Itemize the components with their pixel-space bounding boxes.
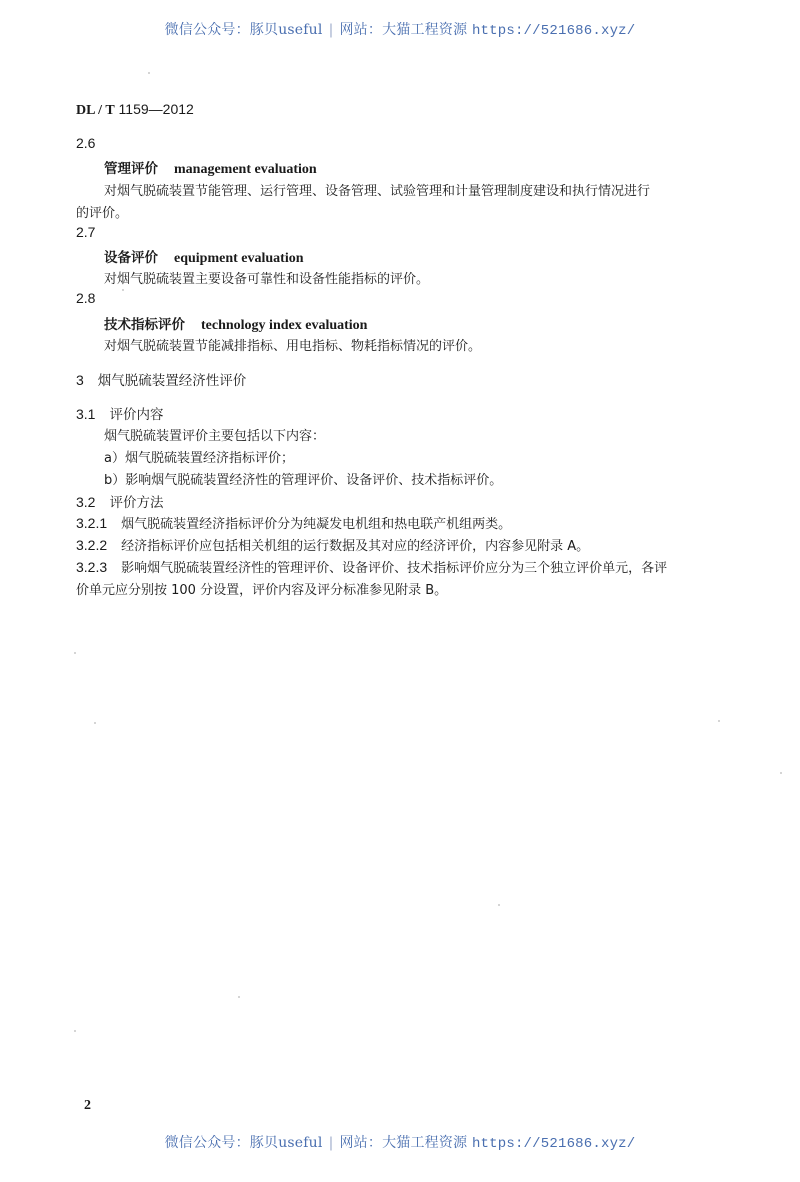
scan-speck (498, 904, 500, 906)
clause-2-7-term (104, 246, 304, 267)
section-3-1-heading (76, 403, 163, 423)
clause-2-7-definition: 对烟气脱硫装置主要设备可靠性和设备性能指标的评价。 (104, 272, 430, 287)
clause-3-2-3 (76, 557, 667, 576)
clause-2-8-term (104, 313, 367, 334)
section-3-2-number: 3.2 (76, 494, 96, 510)
section-3-1-number: 3.1 (76, 406, 96, 422)
clause-number: 3.2.2 (76, 537, 108, 553)
watermark-separator: | (328, 1135, 334, 1151)
clause-number: 3.2.3 (76, 559, 108, 575)
clause-2-6-number: 2.6 (76, 135, 96, 151)
clause-3-2-2 (76, 535, 589, 554)
term-cn: 设备评价 (104, 250, 158, 266)
section-3-2-heading (76, 491, 163, 511)
section-3-number: 3 (76, 372, 84, 388)
section-3-heading (76, 369, 246, 389)
watermark-account: 微信公众号：豚贝useful (164, 1135, 323, 1151)
clause-2-6-definition-line1: 对烟气脱硫装置节能管理、运行管理、设备管理、试验管理和计量管理制度建设和执行情况进行 (104, 184, 651, 199)
scan-speck (148, 72, 150, 74)
section-3-2-title: 评价方法 (109, 495, 164, 511)
term-cn: 技术指标评价 (104, 317, 185, 333)
clause-3-2-1 (76, 513, 511, 532)
scan-speck (780, 772, 782, 774)
standard-prefix: DL / T (76, 103, 115, 118)
section-3-1-item-b: b）影响烟气脱硫装置经济性的管理评价、设备评价、技术指标评价。 (104, 473, 503, 488)
section-3-1-intro: 烟气脱硫装置评价主要包括以下内容： (104, 429, 326, 444)
clause-2-8-definition: 对烟气脱硫装置节能减排指标、用电指标、物耗指标情况的评价。 (104, 339, 482, 354)
section-3-1-title: 评价内容 (109, 407, 164, 423)
clause-text: 烟气脱硫装置经济指标评价分为纯凝发电机组和热电联产机组两类。 (121, 517, 512, 532)
standard-code (76, 101, 194, 119)
clause-text: 经济指标评价应包括相关机组的运行数据及其对应的经济评价，内容参见附录 A。 (121, 539, 590, 554)
page-number: 2 (84, 1098, 91, 1113)
watermark-url[interactable]: https://521686.xyz/ (471, 1136, 636, 1152)
watermark-account: 微信公众号：豚贝useful (164, 22, 323, 38)
clause-2-6-definition-line2: 的评价。 (76, 206, 129, 221)
watermark-top (0, 19, 800, 39)
term-cn: 管理评价 (104, 161, 158, 177)
standard-number: 1159—2012 (118, 101, 194, 117)
section-3-1-item-a: a）烟气脱硫装置经济指标评价； (104, 451, 294, 466)
clause-text: 影响烟气脱硫装置经济性的管理评价、设备评价、技术指标评价应分为三个独立评价单元，各评 (121, 561, 668, 576)
scan-speck (122, 289, 124, 291)
section-3-title: 烟气脱硫装置经济性评价 (97, 373, 247, 389)
clause-number: 3.2.1 (76, 515, 108, 531)
watermark-url[interactable]: https://521686.xyz/ (471, 23, 636, 39)
clause-2-8-number: 2.8 (76, 290, 96, 306)
clause-2-6-term (104, 157, 317, 178)
clause-3-2-3-continued: 价单元应分别按 100 分设置，评价内容及评分标准参见附录 B。 (76, 583, 448, 598)
watermark-separator: | (328, 22, 334, 38)
scan-speck (74, 1030, 76, 1032)
scan-speck (94, 722, 96, 724)
term-en: equipment evaluation (174, 251, 304, 266)
scan-speck (238, 996, 240, 998)
term-en: technology index evaluation (201, 318, 368, 333)
scan-speck (718, 720, 720, 722)
clause-2-7-number: 2.7 (76, 224, 96, 240)
watermark-bottom (0, 1132, 800, 1152)
term-en: management evaluation (174, 162, 317, 177)
scan-speck (74, 652, 76, 654)
watermark-site-label: 网站：大猫工程资源 (339, 1135, 468, 1151)
watermark-site-label: 网站：大猫工程资源 (339, 22, 468, 38)
